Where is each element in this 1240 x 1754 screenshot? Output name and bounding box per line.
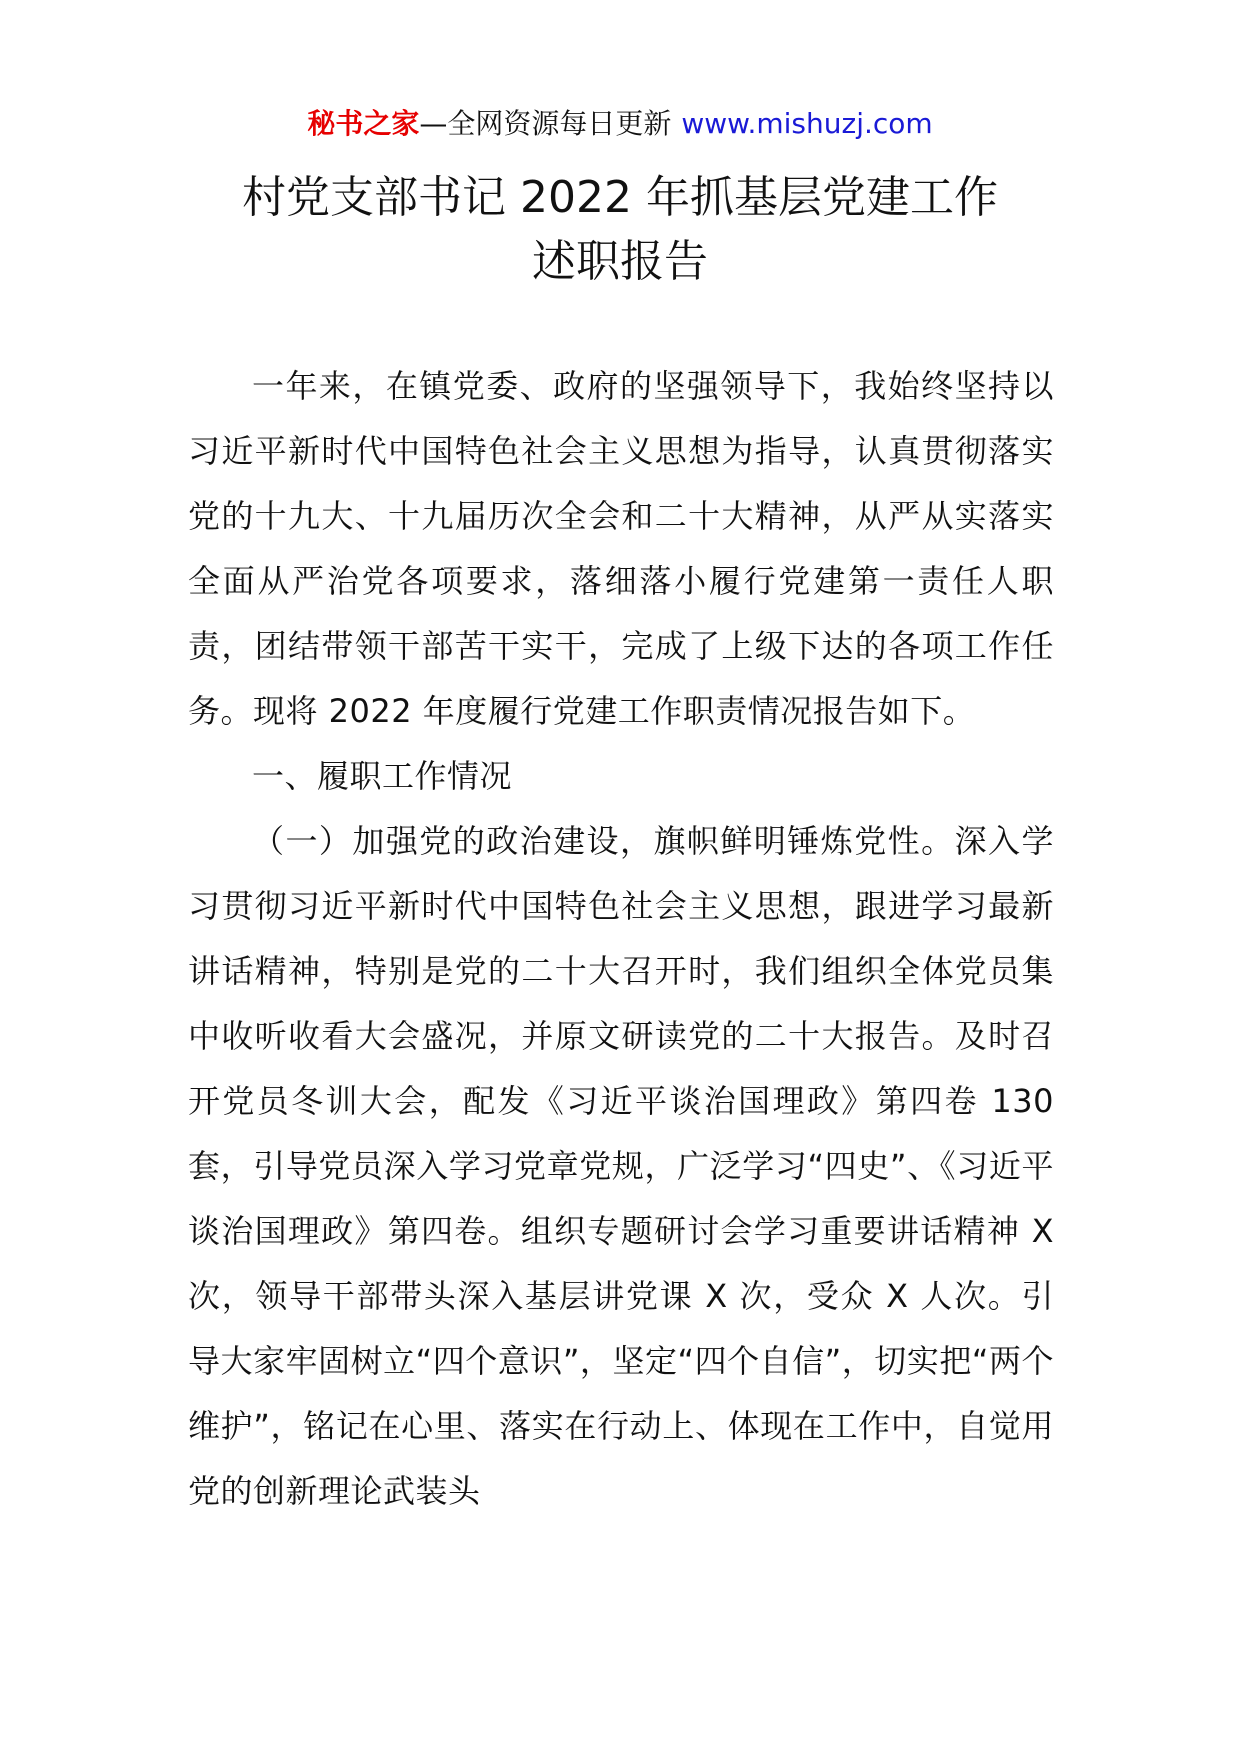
site-header — [0, 104, 1240, 144]
brand-name: 秘书之家 — [307, 107, 420, 140]
section-heading: 一、履职工作情况 — [252, 757, 513, 795]
document-title — [0, 166, 1240, 294]
document-body — [188, 354, 1054, 1524]
intro-paragraph: 一年来，在镇党委、政府的坚强领导下，我始终坚持以习近平新时代中国特色社会主义思想为指导，认真贯彻落实党的十九大、十九届历次全会和二十大精神，从严从实落实全面从严治党各项要求，落细落小履行党建第一责任人职责，团结带领干部苦干实干，完成了上级下达的各项工作任务。现将 2022 年度履行党建工作职责情况报告如下。 — [188, 367, 1054, 730]
title-line-1: 村党支部书记 2022 年抓基层党建工作 — [242, 172, 998, 223]
header-tagline: —全网资源每日更新 — [419, 107, 672, 140]
website-link[interactable]: www.mishuzj.com — [681, 107, 933, 140]
title-line-2: 述职报告 — [532, 236, 708, 287]
body-paragraph: （一）加强党的政治建设，旗帜鲜明锤炼党性。深入学习贯彻习近平新时代中国特色社会主义思想，跟进学习最新讲话精神，特别是党的二十大召开时，我们组织全体党员集中收听收看大会盛况，并原文研读党的二十大报告。及时召开党员冬训大会，配发《习近平谈治国理政》第四卷 130 套，引导党员深入学习党章党规，广泛学习“四史”、《习近平谈治国理政》第四卷。组织专题研讨会学习重要讲话精神 X 次，领导干部带头深入基层讲党课 X 次，受众 X 人次。引导大家牢固树立“四个意识”，坚定“四个自信”，切实把“两个维护”，铭记在心里、落实在行动上、体现在工作中，自觉用党的创新理论武装头 — [188, 822, 1054, 1510]
